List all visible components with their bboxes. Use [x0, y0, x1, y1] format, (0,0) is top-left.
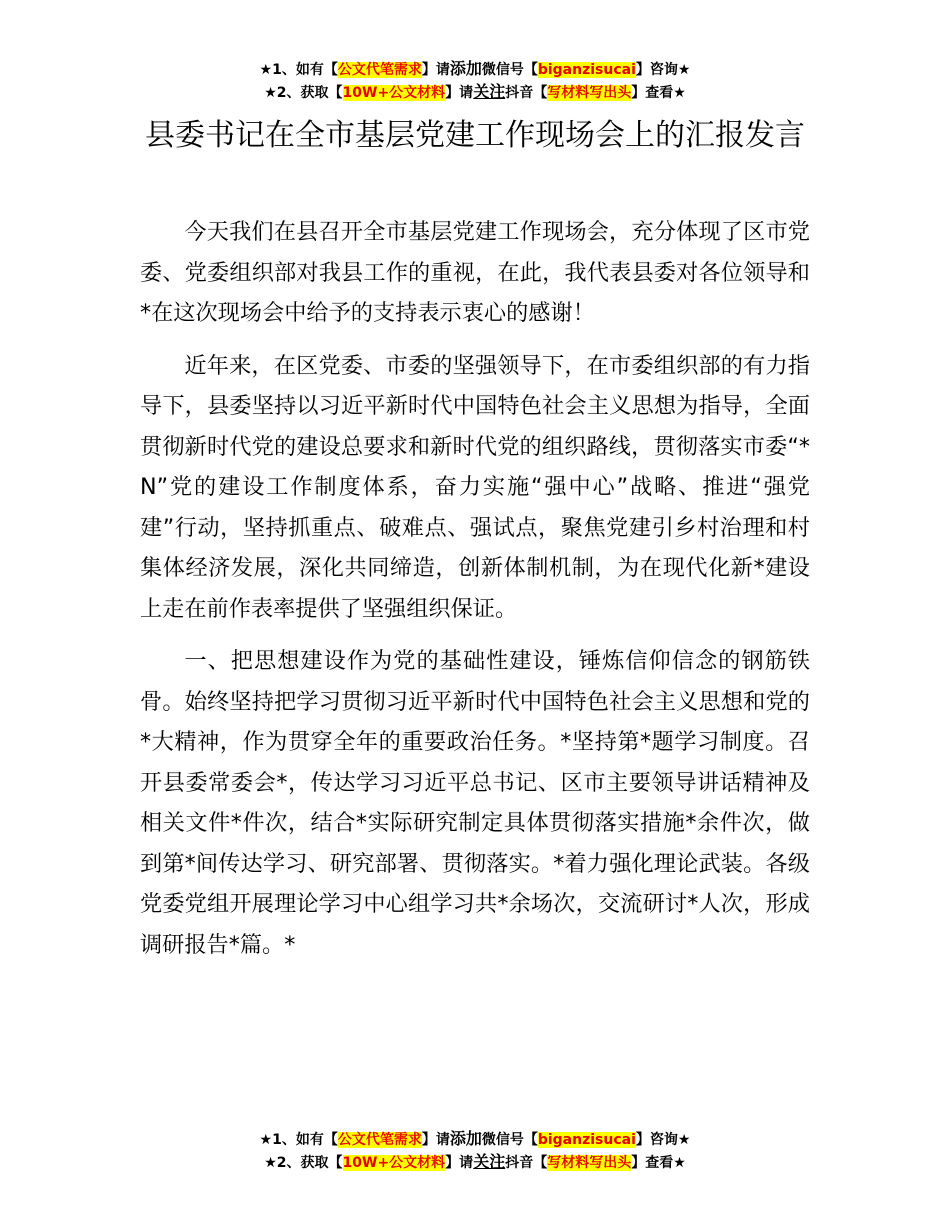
highlight-service: 公文代笔需求	[337, 62, 422, 78]
banner-line-2	[0, 1151, 950, 1174]
banner-text: ★2、获取【	[264, 85, 343, 101]
banner-text: ★1、如有【	[259, 62, 338, 78]
banner-text: 微信号【	[481, 1132, 538, 1148]
highlight-service: 公文代笔需求	[337, 1132, 422, 1148]
document-body	[140, 212, 810, 977]
banner-line-2	[0, 81, 950, 104]
banner-text: 】请	[445, 85, 474, 101]
banner-emphasis: 添加	[449, 59, 482, 78]
header-banner	[0, 58, 950, 104]
banner-text: 】请	[445, 1155, 474, 1171]
banner-text: ★1、如有【	[259, 1132, 338, 1148]
highlight-materials: 10W+公文材料	[342, 1155, 446, 1171]
highlight-wechat-id: biganzisucai	[537, 62, 636, 78]
banner-line-1	[0, 1128, 950, 1151]
banner-text: 抖音【	[505, 1155, 548, 1171]
highlight-materials: 10W+公文材料	[342, 85, 446, 101]
paragraph: 一、把思想建设作为党的基础性建设，锤炼信仰信念的钢筋铁骨。始终坚持把学习贯彻习近平新时代中国特色社会主义思想和党的*大精神，作为贯穿全年的重要政治任务。*坚持第*题学习制度。召开县委常委会*，传达学习习近平总书记、区市主要领导讲话精神及相关文件*件次，结合*实际研究制定具体贯彻落实措施*余件次，做到第*间传达学习、研究部署、贯彻落实。*着力强化理论武装。各级党委党组开展理论学习中心组学习共*余场次，交流研讨*人次，形成调研报告*篇。*	[140, 648, 810, 958]
banner-text: ★2、获取【	[264, 1155, 343, 1171]
highlight-douyin: 写材料写出头	[547, 85, 632, 101]
banner-text: 】请	[421, 62, 450, 78]
highlight-douyin: 写材料写出头	[547, 1155, 632, 1171]
paragraph: 近年来，在区党委、市委的坚强领导下，在市委组织部的有力指导下，县委坚持以习近平新时代中国特色社会主义思想为指导，全面贯彻新时代党的建设总要求和新时代党的组织路线，贯彻落实市委“*N”党的建设工作制度体系，奋力实施“强中心”战略、推进“强党建”行动，坚持抓重点、破难点、强试点，聚焦党建引乡村治理和村集体经济发展，深化共同缔造，创新体制机制，为在现代化新*建设上走在前作表率提供了坚强组织保证。	[140, 352, 810, 622]
highlight-wechat-id: biganzisucai	[537, 1132, 636, 1148]
banner-text: 抖音【	[505, 85, 548, 101]
footer-banner	[0, 1128, 950, 1174]
banner-text: 】查看★	[631, 1155, 686, 1171]
banner-text: 】请	[421, 1132, 450, 1148]
banner-text: 】咨询★	[635, 62, 691, 78]
paragraph: 今天我们在县召开全市基层党建工作现场会，充分体现了区市党委、党委组织部对我县工作的重视，在此，我代表县委对各位领导和*在这次现场会中给予的支持表示衷心的感谢！	[140, 219, 810, 326]
banner-text: 微信号【	[481, 62, 538, 78]
banner-emphasis: 添加	[449, 1129, 482, 1148]
banner-line-1	[0, 58, 950, 81]
banner-text: 】咨询★	[635, 1132, 691, 1148]
banner-emphasis: 关注	[473, 82, 506, 101]
banner-emphasis: 关注	[473, 1152, 506, 1171]
banner-text: 】查看★	[631, 85, 686, 101]
document-title: 县委书记在全市基层党建工作现场会上的汇报发言	[145, 118, 805, 153]
